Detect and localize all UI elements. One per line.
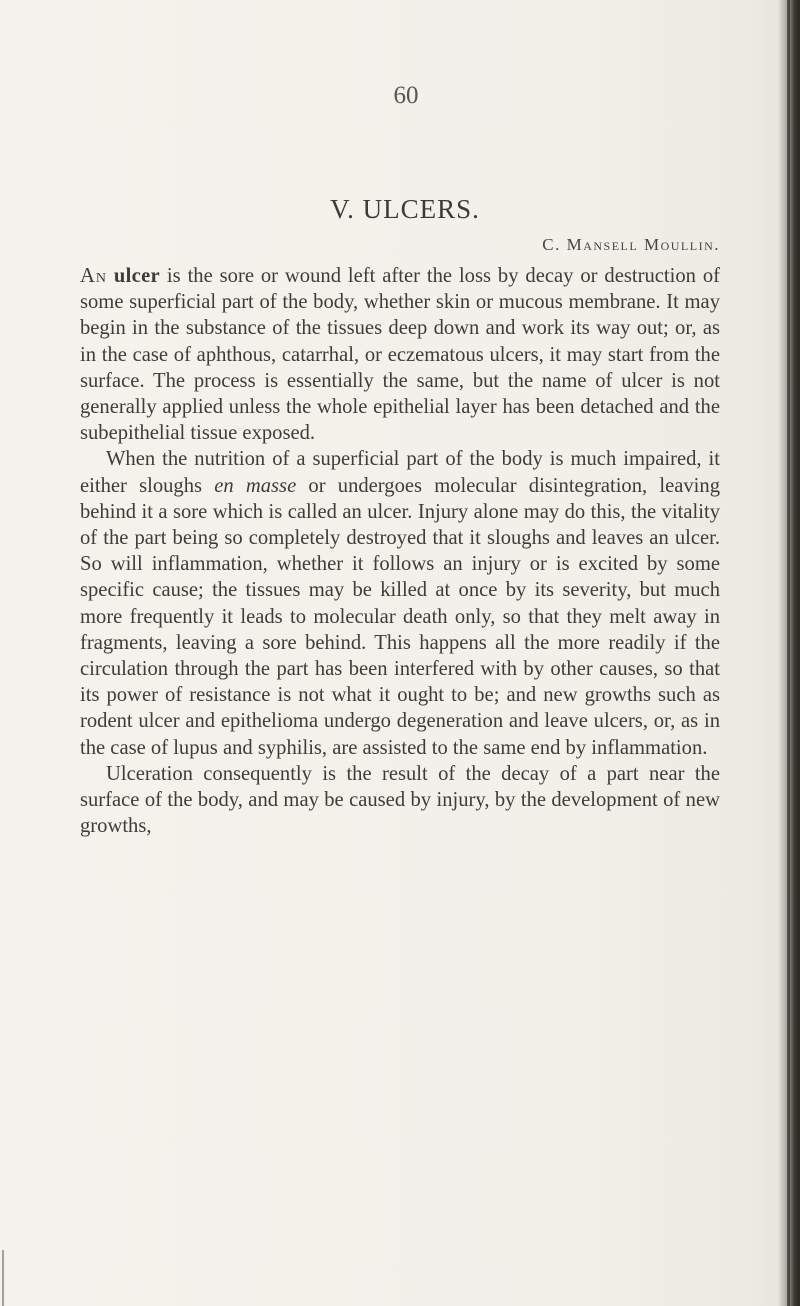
paragraph-1 (80, 263, 720, 446)
left-margin-mark (2, 1250, 4, 1306)
paragraph-2-text-after: or undergoes molecular disintegration, leaving behind it a sore which is called an ulcer. Injury alone may do this, the vitality of the part being so completely destroyed that it sloughs and leaves an ulcer. So will inflammation, whether it follows an injury or is excited by some specific cause; the tissues may be killed at once by its severity, but much more frequently it leads to molecular death only, so that they melt away in fragments, leaving a sore behind. This happens all the more readily if the circulation through the part has been interfered with by other causes, so that its power of resistance is not what it ought to be; and new growths such as rodent ulcer and epithelioma undergo degeneration and leave ulcers, or, as in the case of lupus and syphilis, are assisted to the same end by inflammation. (80, 474, 720, 759)
author-name: C. Mansell Moullin. (542, 235, 720, 254)
paragraph-3 (80, 761, 720, 840)
page-number: 60 (393, 82, 419, 109)
lead-word: An (80, 265, 107, 287)
chapter-title: V. ULCERS. (330, 194, 480, 224)
paragraph-2 (80, 446, 720, 760)
paragraph-1-text: is the sore or wound left after the loss by decay or destruction of some superficial part of the body, whether skin or mucous membrane. It may begin in the substance of the tissues deep down and work its way out; or, as in the case of aphthous, catarrhal, or eczematous ulcers, it may start from the surface. The process is essentially the same, but the name of ulcer is not generally applied unless the whole epithelial layer has been detached and the subepithelial tissue exposed. (80, 265, 720, 445)
binding-edge (787, 0, 790, 1306)
paragraph-3-text: Ulceration consequently is the result of the decay of a part near the surface of the body, and may be caused by injury, by the development of new growths, (80, 762, 720, 838)
paragraph-2-italic: en masse (214, 474, 297, 497)
body-text (80, 263, 720, 839)
paragraph-2-text-before: When the nutrition of a superficial part of the body is much impaired, it either sloughs (80, 448, 720, 497)
lead-term: ulcer (113, 265, 161, 287)
